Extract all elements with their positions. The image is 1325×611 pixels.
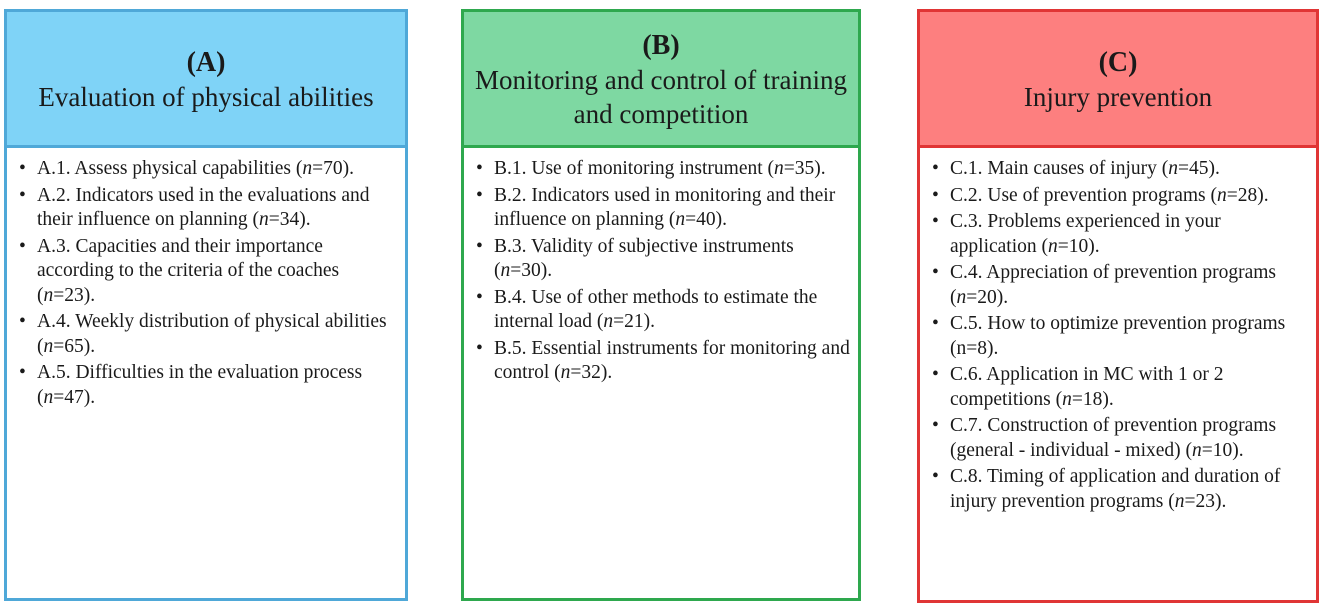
bullet-icon: •	[19, 362, 26, 383]
bullet-icon: •	[932, 158, 939, 179]
item-value: =70).	[312, 158, 354, 179]
item-value: =10).	[1201, 439, 1244, 461]
item-text: B.4. Use of other methods to estimate the internal load (	[494, 286, 818, 332]
panel-a-header	[7, 12, 405, 148]
list-item	[932, 157, 1308, 182]
bullet-icon: •	[932, 364, 939, 385]
item-text: C.6. Application in MC with 1 or 2 competitions (	[950, 364, 1224, 410]
panel-b-header	[464, 12, 858, 148]
panel-b-letter: (B)	[642, 29, 680, 61]
list-item	[19, 235, 397, 309]
item-value: =65).	[53, 335, 96, 357]
list-item	[932, 184, 1308, 209]
item-n: n	[302, 158, 313, 179]
item-text: A.4. Weekly distribution of physical abilities (	[37, 311, 387, 357]
item-value: =45).	[1178, 158, 1220, 179]
panel-b-title: Monitoring and control of training and competition	[475, 64, 847, 129]
item-n: n	[1174, 490, 1185, 512]
item-n: n	[1062, 388, 1072, 410]
bullet-icon: •	[19, 184, 26, 206]
item-text: C.4. Appreciation of prevention programs (	[950, 262, 1277, 308]
item-n: n	[1048, 235, 1058, 257]
item-text: C.2. Use of prevention programs (	[950, 184, 1217, 206]
list-item	[476, 184, 850, 233]
item-value: =10).	[1057, 235, 1100, 257]
item-text: C.1. Main causes of injury (	[950, 158, 1169, 179]
item-n: n	[1216, 184, 1227, 206]
bullet-icon: •	[19, 311, 26, 332]
item-n: n	[259, 209, 269, 230]
panel-b	[461, 9, 861, 601]
list-item	[19, 310, 397, 359]
item-n: n	[560, 362, 571, 383]
list-item	[476, 286, 850, 335]
list-item	[476, 337, 850, 386]
list-item	[19, 361, 397, 410]
bullet-icon: •	[19, 158, 26, 179]
panel-a-title: Evaluation of physical abilities	[38, 81, 374, 112]
bullet-icon: •	[19, 235, 26, 257]
item-n: n	[774, 158, 784, 179]
bullet-icon: •	[932, 313, 939, 334]
bullet-icon: •	[476, 158, 483, 179]
item-text: B.2. Indicators used in monitoring and their influence on planning (	[494, 184, 836, 230]
bullet-icon: •	[932, 466, 939, 487]
item-text: C.7. Construction of prevention programs (general - individual - mixed) (	[950, 415, 1277, 461]
item-text: A.3. Capacities and their importance according to the criteria of the coaches (	[37, 235, 340, 306]
bullet-icon: •	[932, 415, 939, 436]
item-n: n	[956, 286, 967, 308]
item-value: =23).	[53, 284, 96, 306]
panel-c	[917, 9, 1319, 603]
item-text: A.2. Indicators used in the evaluations and their influence on planning (	[37, 184, 370, 230]
item-text: B.3. Validity of subjective instruments (	[494, 235, 794, 281]
item-value: =18).	[1071, 388, 1114, 410]
list-item	[932, 210, 1308, 259]
item-n: n	[500, 260, 511, 281]
list-item	[19, 184, 397, 233]
list-item	[476, 157, 850, 182]
list-item	[19, 157, 397, 182]
panel-c-header	[920, 12, 1316, 148]
list-item	[932, 363, 1308, 412]
item-value: =21).	[613, 311, 655, 332]
item-n: n	[1168, 158, 1179, 179]
bullet-icon: •	[476, 235, 483, 257]
item-value: =34).	[268, 209, 311, 230]
item-n: n=8).	[956, 337, 999, 359]
item-text: C.3. Problems experienced in your application (	[950, 211, 1221, 257]
item-value: =23).	[1184, 490, 1227, 512]
panel-c-letter: (C)	[1098, 46, 1138, 78]
item-value: =40).	[685, 209, 728, 230]
item-n: n	[675, 209, 686, 230]
bullet-icon: •	[476, 337, 483, 359]
list-item	[932, 312, 1308, 361]
list-item	[932, 465, 1308, 514]
item-value: =35).	[783, 158, 826, 179]
list-item	[476, 235, 850, 284]
item-n: n	[43, 284, 54, 306]
item-n: n	[1192, 439, 1202, 461]
item-value: =20).	[966, 286, 1009, 308]
item-text: C.8. Timing of application and duration of injury prevention programs (	[950, 466, 1281, 512]
bullet-icon: •	[932, 211, 939, 232]
item-text: B.1. Use of monitoring instrument (	[494, 158, 775, 179]
panel-a-letter: (A)	[186, 46, 226, 78]
item-n: n	[43, 335, 54, 357]
bullet-icon: •	[932, 184, 939, 206]
item-text: C.5. How to optimize prevention programs (	[950, 313, 1286, 359]
bullet-icon: •	[476, 286, 483, 308]
item-value: =47).	[53, 386, 96, 408]
panel-b-list	[464, 148, 858, 386]
panel-c-title: Injury prevention	[1023, 81, 1213, 112]
item-n: n	[603, 311, 614, 332]
item-text: A.1. Assess physical capabilities (	[37, 158, 303, 179]
item-n: n	[43, 386, 54, 408]
item-text: A.5. Difficulties in the evaluation process (	[37, 362, 363, 408]
panel-a-list	[7, 148, 405, 410]
list-item	[932, 261, 1308, 310]
bullet-icon: •	[476, 184, 483, 206]
panel-c-list	[920, 148, 1316, 514]
item-value: =30).	[510, 260, 553, 281]
list-item	[932, 414, 1308, 463]
bullet-icon: •	[932, 262, 939, 283]
panel-a	[4, 9, 408, 601]
item-value: =32).	[570, 362, 613, 383]
item-value: =28).	[1226, 184, 1269, 206]
item-text: B.5. Essential instruments for monitoring and control (	[494, 337, 850, 383]
